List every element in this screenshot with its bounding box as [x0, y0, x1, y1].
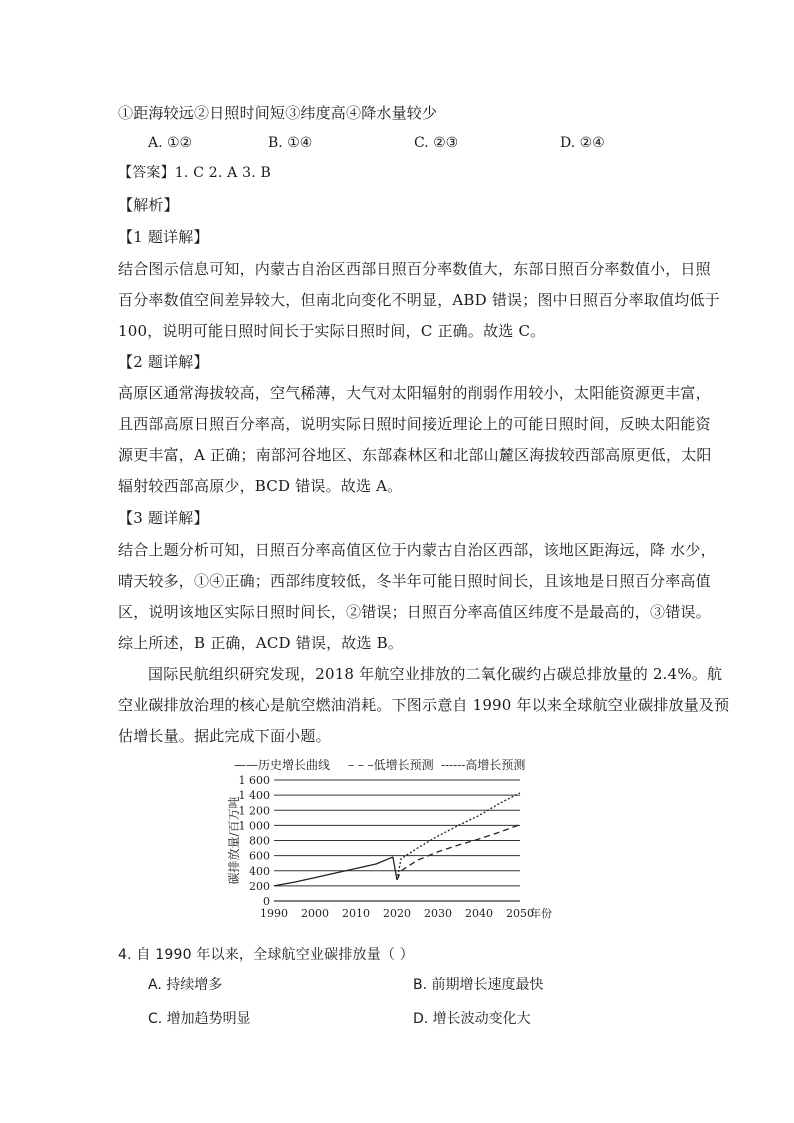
q2-heading: 【2 题详解】: [118, 353, 209, 371]
y-tick-label: 1 200: [238, 804, 270, 818]
q3-heading: 【3 题详解】: [118, 509, 209, 527]
series-line-0: [274, 857, 397, 886]
q3-option-b: B. ①④: [268, 135, 313, 151]
y-axis-label: 碳排放量/百万吨: [228, 796, 241, 885]
x-tick-label: 2010: [342, 907, 370, 920]
legend-high: ------高增长预测: [441, 758, 526, 772]
q3-option-a: A. ①②: [148, 135, 193, 151]
x-tick-label: 2000: [301, 907, 329, 920]
analysis-heading: 【解析】: [118, 196, 179, 214]
legend-history: ——历史增长曲线: [234, 758, 331, 772]
y-tick-label: 1 400: [238, 789, 270, 803]
y-tick-label: 600: [249, 849, 270, 863]
y-tick-label: 400: [249, 864, 270, 878]
q4-option-d: D. 增长波动变化大: [413, 1011, 531, 1027]
q2-text-line: 辐射较西部高原少，BCD 错误。故选 A。: [118, 477, 403, 495]
q4-stem: 4. 自 1990 年以来，全球航空业碳排放量（ ）: [118, 947, 414, 963]
legend-low: – – –低增长预测: [348, 758, 434, 772]
q3-text-line: 结合上题分析可知，日照百分率高值区位于内蒙古自治区西部，该地区距海远，降 水少，: [118, 541, 716, 559]
passage-line: 国际民航组织研究发现，2018 年航空业排放的二氧化碳约占碳总排放量的 2.4%。航: [148, 665, 723, 683]
series-line-1: [397, 825, 520, 880]
y-tick-label: 0: [263, 895, 270, 908]
q1-text-line: 结合图示信息可知，内蒙古自治区西部日照百分率数值大，东部日照百分率数值小，日照: [118, 260, 711, 278]
chart-svg: [228, 755, 568, 937]
q4-option-b: B. 前期增长速度最快: [413, 977, 544, 993]
q3-text-line: 区，说明该地区实际日照时间长，②错误；日照百分率高值区纬度不是最高的，③错误。: [118, 603, 711, 621]
passage-line: 估增长量。据此完成下面小题。: [118, 727, 331, 745]
x-axis-label: 年份: [530, 907, 552, 920]
q3-choices-line: ①距海较远②日照时间短③纬度高④降水量较少: [118, 104, 438, 122]
y-tick-label: 1 000: [238, 819, 270, 833]
q3-option-d: D. ②④: [560, 135, 605, 151]
q2-text-line: 且西部高原日照百分率高，说明实际日照时间接近理论上的可能日照时间，反映太阳能资: [118, 415, 711, 433]
y-tick-label: 1 600: [238, 774, 270, 787]
q3-option-c: C. ②③: [414, 135, 459, 151]
series-line-2: [397, 793, 520, 880]
y-tick-label: 200: [249, 879, 270, 893]
passage-line: 空业碳排放治理的核心是航空燃油消耗。下图示意自 1990 年以来全球航空业碳排放量及预: [118, 696, 730, 714]
x-tick-label: 2020: [383, 907, 411, 920]
answer-line: 【答案】1. C 2. A 3. B: [118, 165, 272, 181]
q3-text-line: 综上所述，B 正确，ACD 错误，故选 B。: [118, 634, 404, 652]
x-tick-label: 2030: [424, 907, 452, 920]
q4-option-c: C. 增加趋势明显: [148, 1011, 251, 1027]
x-tick-label: 2040: [465, 907, 493, 920]
x-tick-label: 1990: [260, 907, 288, 920]
q1-text-line: 百分率数值空间差异较大，但南北向变化不明显，ABD 错误；图中日照百分率取值均低于: [118, 291, 720, 309]
q3-text-line: 晴天较多，①④正确；西部纬度较低，冬半年可能日照时间长，且该地是日照百分率高值: [118, 572, 711, 590]
y-tick-label: 800: [249, 834, 270, 848]
q4-option-a: A. 持续增多: [148, 977, 223, 993]
x-tick-label: 2050: [506, 907, 534, 920]
emissions-chart: [228, 755, 568, 937]
q1-heading: 【1 题详解】: [118, 228, 209, 246]
q2-text-line: 源更丰富，A 正确；南部河谷地区、东部森林区和北部山麓区海拔较西部高原更低，太阳: [118, 446, 712, 464]
q2-text-line: 高原区通常海拔较高，空气稀薄，大气对太阳辐射的削弱作用较小，太阳能资源更丰富，: [118, 384, 711, 402]
q1-text-line: 100，说明可能日照时间长于实际日照时间，C 正确。故选 C。: [118, 322, 546, 340]
